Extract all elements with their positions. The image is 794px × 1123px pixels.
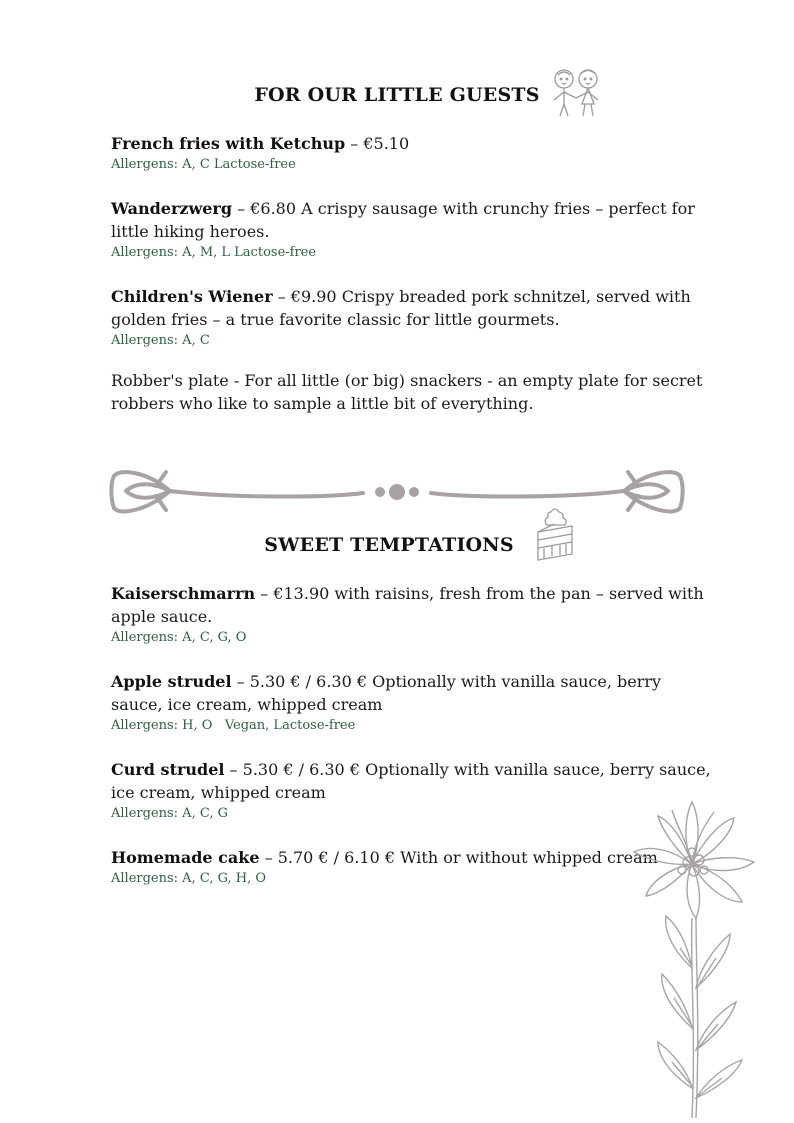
robbers-plate-text: Robber's plate - For all little (or big) snackers - an empty plate for secret robbers who like to sample a little bit of everything. [111,371,703,413]
allergen-info: Allergens: H, O Vegan, Lactose-free [111,718,356,733]
menu-item-name: Apple strudel [111,672,232,691]
menu-item-line [111,846,711,869]
menu-item-name: French fries with Ketchup [111,134,346,153]
section-title-sweets [0,534,786,556]
menu-item-description: – €6.80 A crispy sausage with crunchy fries – perfect for little hiking heroes. [111,199,695,241]
allergen-info: Allergens: A, C, G, H, O [111,871,267,886]
menu-item-name: Curd strudel [111,760,225,779]
menu-item-line [111,582,711,628]
menu-item-line [111,670,711,716]
allergen-info: Allergens: A, M, L Lactose-free [111,245,317,260]
menu-item-french-fries [111,132,711,175]
menu-item-childrens-wiener [111,285,711,351]
menu-item-wanderzwerg [111,197,711,263]
menu-item-name: Children's Wiener [111,287,273,306]
menu-item-description: – €5.10 [345,134,410,153]
menu-item-robbers-plate [111,369,711,415]
menu-item-name: Kaiserschmarrn [111,584,256,603]
menu-item-name: Wanderzwerg [111,199,233,218]
edelweiss-illustration [626,798,772,1120]
menu-item-description: – €13.90 with raisins, fresh from the pan – served with apple sauce. [111,584,704,626]
allergen-info: Allergens: A, C [111,333,210,348]
menu-item-description: – 5.30 € / 6.30 € Optionally with vanilla sauce, berry sauce, ice cream, whipped cream [111,760,711,802]
menu-item-curd-strudel [111,758,711,824]
menu-item-description: – 5.30 € / 6.30 € Optionally with vanilla sauce, berry sauce, ice cream, whipped cream [111,672,662,714]
menu-item-name: Homemade cake [111,848,260,867]
section-title-kids-text: FOR OUR LITTLE GUESTS [254,84,540,106]
cake-slice-icon [534,506,576,564]
menu-item-description: – 5.70 € / 6.10 € With or without whipped cream [259,848,658,867]
menu-item-line [111,197,711,243]
ornamental-divider [108,462,686,524]
menu-item-apple-strudel [111,670,711,736]
menu-item-line [111,132,711,155]
section-title-kids [0,84,794,106]
section-title-sweets-text: SWEET TEMPTATIONS [264,534,514,556]
menu-item-description: – €9.90 Crispy breaded pork schnitzel, served with golden fries – a true favorite classic for little gourmets. [111,287,691,329]
menu-item-line [111,285,711,331]
allergen-info: Allergens: A, C, G [111,806,228,821]
allergen-info: Allergens: A, C Lactose-free [111,157,296,172]
allergen-info: Allergens: A, C, G, O [111,630,247,645]
children-holding-hands-icon [546,66,606,122]
menu-item-kaiserschmarrn [111,582,711,648]
menu-item-homemade-cake [111,846,711,889]
menu-item-line [111,758,711,804]
